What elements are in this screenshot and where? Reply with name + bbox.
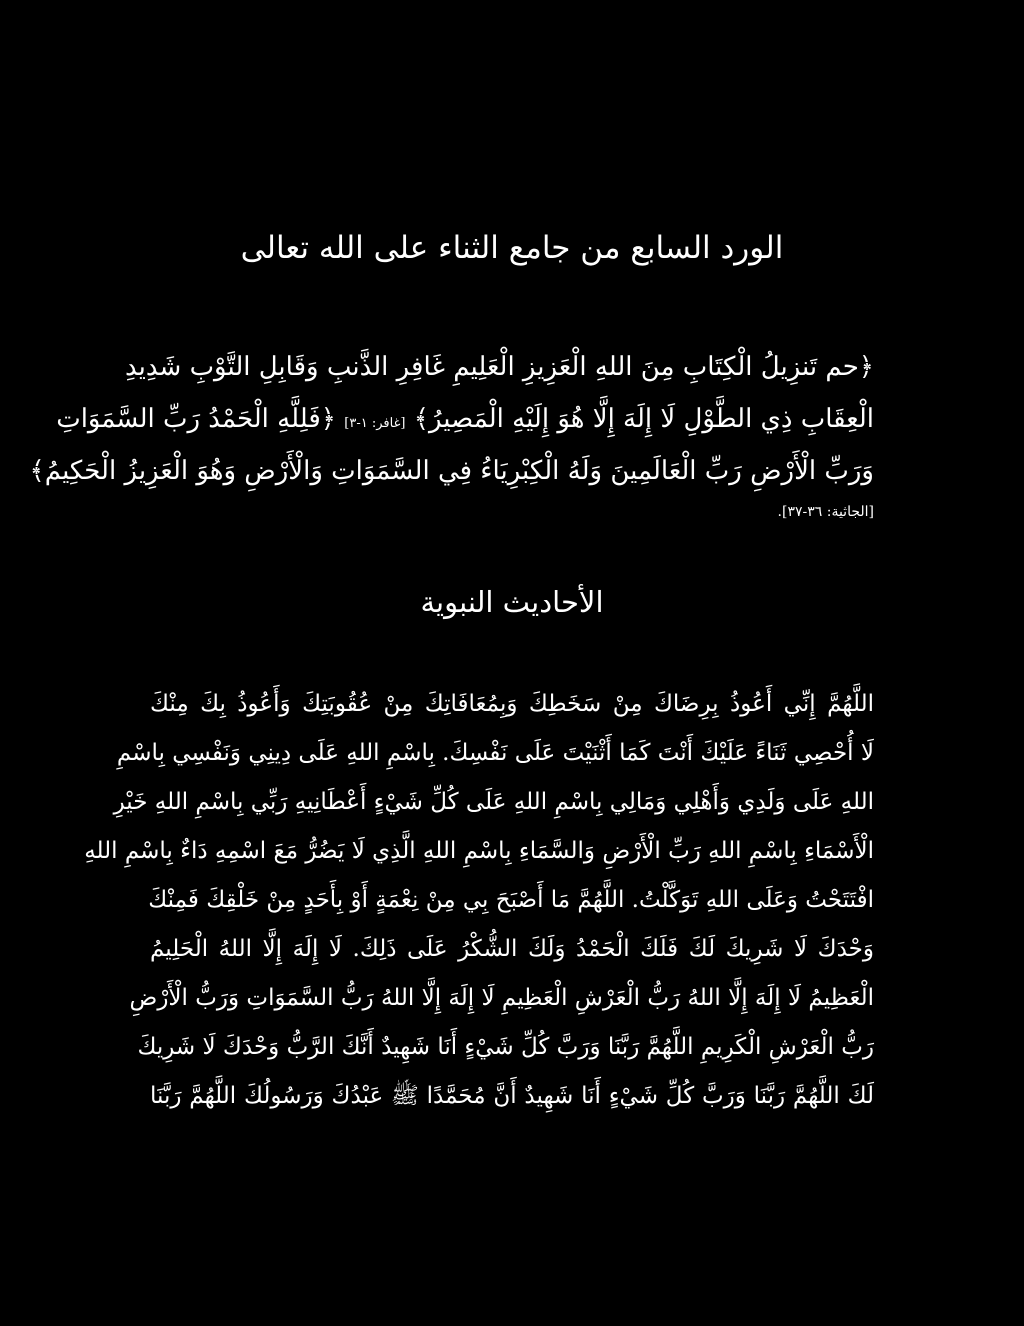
verse-line-2-text: الْعِقَابِ ذِي الطَّوْلِ لَا إِلَهَ إِلَّا هُوَ إِلَيْهِ الْمَصِيرُ﴾	[413, 404, 874, 434]
hadith-line-4: الْأَسْمَاءِ بِاسْمِ اللهِ رَبِّ الْأَرْضِ وَالسَّمَاءِ بِاسْمِ اللهِ الَّذِي لَا يَضُرُّ مَعَ اسْمِهِ دَاءٌ بِاسْمِ اللهِ	[84, 838, 874, 864]
hadith-line-9: لَكَ اللَّهُمَّ رَبَّنَا وَرَبَّ كُلِّ شَيْءٍ أَنَا شَهِيدٌ أَنَّ مُحَمَّدًا ﷺ عَبْدُكَ وَرَسُولُكَ اللَّهُمَّ رَبَّنَا	[150, 1083, 874, 1109]
hadith-line-3: اللهِ عَلَى وَلَدِي وَأَهْلِي وَمَالِي بِاسْمِ اللهِ عَلَى كُلِّ شَيْءٍ أَعْطَانِيهِ رَبِّي بِاسْمِ اللهِ خَيْرِ	[113, 789, 874, 815]
hadith-text	[84, 680, 874, 1121]
hadith-line-6: وَحْدَكَ لَا شَرِيكَ لَكَ فَلَكَ الْحَمْدُ وَلَكَ الشُّكْرُ عَلَى ذَلِكَ. لَا إِلَهَ إِلَّا اللهُ الْحَلِيمُ	[150, 936, 874, 962]
hadith-line-1: اللَّهُمَّ إِنِّي أَعُوذُ بِرِضَاكَ مِنْ سَخَطِكَ وَبِمُعَافَاتِكَ مِنْ عُقُوبَتِكَ وَأَعُوذُ بِكَ مِنْكَ	[150, 691, 874, 717]
verse-reference: [الجاثية: ٣٦-٣٧].	[777, 504, 874, 520]
hadith-line-5: افْتَتَحْتُ وَعَلَى اللهِ تَوَكَّلْتُ. اللَّهُمَّ مَا أَصْبَحَ بِي مِنْ نِعْمَةٍ أَوْ بِأَحَدٍ مِنْ خَلْقِكَ فَمِنْكَ	[148, 887, 874, 913]
verse-line-2	[56, 393, 874, 445]
section-heading: الأحاديث النبوية	[420, 585, 604, 619]
verse-line-2-tail: ﴿فَلِلَّهِ الْحَمْدُ رَبِّ السَّمَوَاتِ	[56, 404, 336, 434]
page-title: الورد السابع من جامع الثناء على الله تعالى	[240, 230, 784, 266]
hadith-line-8: رَبُّ الْعَرْشِ الْكَرِيمِ اللَّهُمَّ رَبَّنَا وَرَبَّ كُلِّ شَيْءٍ أَنَا شَهِيدٌ أَنَّكَ الرَّبُّ وَحْدَكَ لَا شَرِيكَ	[137, 1034, 874, 1060]
verse-line-3: وَرَبِّ الْأَرْضِ رَبِّ الْعَالَمِينَ وَلَهُ الْكِبْرِيَاءُ فِي السَّمَوَاتِ وَالْأَرْضِ وَهُوَ الْعَزِيزُ الْحَكِيمُ﴾	[29, 456, 874, 486]
document-page	[29, 0, 874, 1326]
verse-inline-reference: [غافر: ١-٣]	[344, 416, 406, 431]
hadith-line-2: لَا أُحْصِي ثَنَاءً عَلَيْكَ أَنْتَ كَمَا أَثْنَيْتَ عَلَى نَفْسِكَ. بِاسْمِ اللهِ عَلَى دِينِي وَنَفْسِي بِاسْمِ	[116, 740, 874, 766]
hadith-line-7: الْعَظِيمُ لَا إِلَهَ إِلَّا اللهُ رَبُّ الْعَرْشِ الْعَظِيمِ لَا إِلَهَ إِلَّا اللهُ رَبُّ السَّمَوَاتِ وَرَبُّ الْأَرْضِ	[129, 985, 874, 1011]
verse-line-1: ﴿حم تَنزِيلُ الْكِتَابِ مِنَ اللهِ الْعَزِيزِ الْعَلِيمِ غَافِرِ الذَّنبِ وَقَابِلِ التَّوْبِ شَدِيدِ	[125, 352, 874, 382]
quran-verses	[29, 341, 874, 497]
